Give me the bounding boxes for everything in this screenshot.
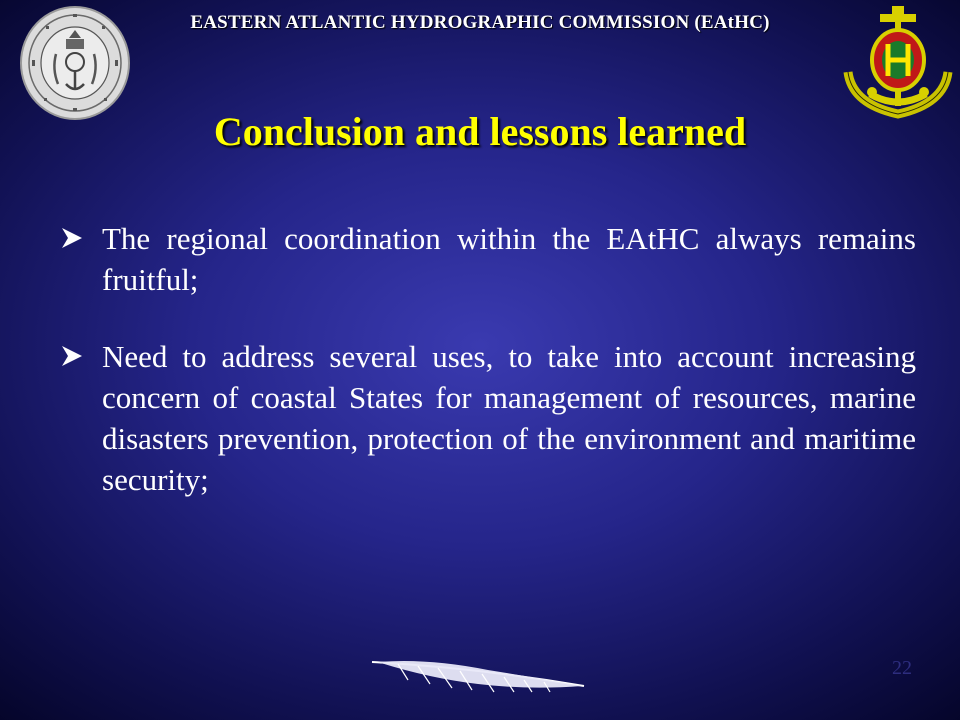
feather-icon (368, 656, 588, 696)
moroccan-hydrographic-seal-icon (18, 4, 133, 122)
bullet-list (60, 218, 916, 536)
header-title: EASTERN ATLANTIC HYDROGRAPHIC COMMISSION (EAtHC) (190, 12, 770, 33)
arrow-bullet-icon (60, 344, 84, 368)
page-number: 22 (892, 657, 912, 679)
ihb-monaco-anchor-emblem-icon (842, 2, 954, 120)
slide-title: Conclusion and lessons learned (213, 109, 747, 154)
arrow-bullet-icon (60, 226, 84, 250)
bullet-text: Need to address several uses, to take into account increasing concern of coastal States for management of resources, marine disasters prevention, protection of the environment and maritime security; (102, 339, 916, 497)
bullet-item (60, 218, 916, 300)
bullet-item (60, 336, 916, 500)
header-bar (0, 0, 960, 50)
bullet-text: The regional coordination within the EAtHC always remains fruitful; (102, 221, 916, 297)
